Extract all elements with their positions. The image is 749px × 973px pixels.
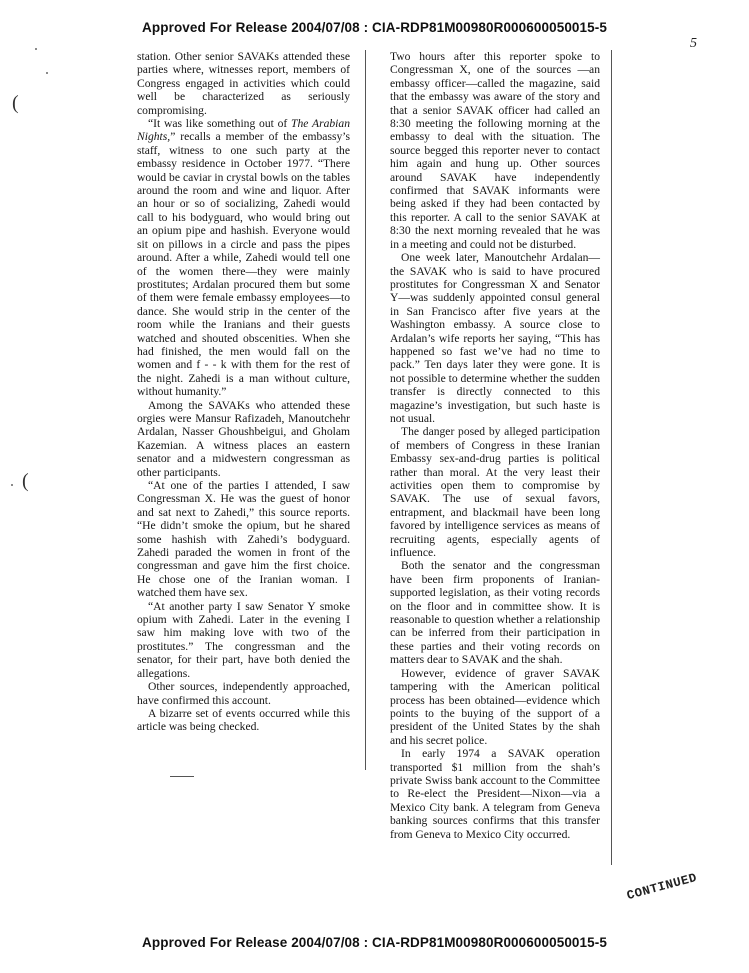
paragraph: station. Other senior SAVAKs attended these parties where, witnesses report, members of Congress engaged in activities which could well be characterized as seriously compromising. — [137, 50, 350, 117]
paragraph: A bizarre set of events occurred while this article was being checked. — [137, 706, 350, 734]
column-divider — [611, 50, 612, 865]
page-number-mark: 5 — [690, 36, 697, 51]
paragraph: Other sources, independently approached, have confirmed this account. — [137, 680, 350, 707]
binder-hole-mark: ( — [12, 92, 19, 114]
quote-body: ” recalls a member of the embassy’s staff, witness to one such party at the embassy residence in October 1977. “There would be caviar in crystal bowls on the tables around the room and wine and liquor. After an hour or so of socializing, Zahedi would call to his bodyguard, who would bring out an opium pipe and hashish. Everyone would sit on pillows in a circle and pass the pipes around. After a while, Zahedi would tell one of the women there—they were mainly prostitutes; Ardalan procured them but some of them were female embassy employees—to dance. She would strip in the center of the room while the Iranians and their guests watched and shouted obscenities. When she had finished, the men would fall on the women and f - - k with them for the rest of the night. Zahedi is a man without culture, without humanity.” — [137, 130, 350, 399]
scan-speck — [46, 72, 48, 74]
paragraph: “At another party I saw Senator Y smoke opium with Zahedi. Later in the evening I saw him making love with two of the prostitutes.” The congressman and the senator, for their part, have both denied the allegations. — [137, 599, 350, 680]
scan-speck — [35, 48, 37, 50]
paragraph: “At one of the parties I attended, I saw Congressman X. He was the guest of honor and sat next to Zahedi,” this source reports. “He didn’t smoke the opium, but he shared some hashish with Zahedi’s bodyguard. Zahedi paraded the women in front of the congressman and gave him the first choice. He chose one of the Iranian woman. I watched them have sex. — [137, 479, 350, 600]
article-column-left — [137, 50, 350, 734]
end-rule — [170, 776, 194, 777]
release-header: Approved For Release 2004/07/08 : CIA-RDP81M00980R000600050015-5 — [142, 20, 607, 35]
paragraph: One week later, Manoutchehr Ardalan—the SAVAK who is said to have procured prostitutes for Congressman X and Senator Y—was suddenly appointed consul general in San Francisco after five years at the Washington embassy. A source close to Ardalan’s wife reports her saying, “This has happened so fast we’ve had no time to pack.” Ten days later they were gone. It is not possible to determine whether the sudden transfer is directly connected to this magazine’s investigation, but such haste is not usual. — [390, 251, 600, 425]
paragraph: The danger posed by alleged participation of members of Congress in these Iranian Embassy sex-and-drug parties is political rather than moral. At the very least their activities open them to compromise by SAVAK. The use of sexual favors, entrapment, and blackmail have been long favored by intelligence services as means of recruiting agents, especially agents of influence. — [390, 425, 600, 560]
book-title: The Arabian Nights, — [137, 117, 350, 144]
article-column-right — [390, 50, 600, 841]
quote-open: “It was like something out of — [148, 117, 292, 131]
scan-speck — [11, 484, 13, 486]
binder-hole-mark: ( — [22, 470, 29, 492]
paragraph: In early 1974 a SAVAK operation transported $1 million from the shah’s private Swiss bank account to the Committee to Re-elect the President—Nixon—via a Mexico City bank. A telegram from Geneva banking sources confirms that this transfer from Geneva to Mexico City occurred. — [390, 747, 600, 841]
paragraph: Among the SAVAKs who attended these orgies were Mansur Rafizadeh, Manoutchehr Ardalan, Nasser Ghoushbeigui, and Gholam Kazemian. A witness places an eastern senator and a midwestern congressman as other participants. — [137, 398, 350, 479]
release-footer: Approved For Release 2004/07/08 : CIA-RDP81M00980R000600050015-5 — [142, 935, 607, 950]
paragraph — [137, 117, 350, 399]
paragraph: Both the senator and the congressman have been firm proponents of Iranian-supported legislation, as their voting records on the floor and in committee show. It is reasonable to question whether a relationship can be inferred from their participation in these parties and their voting records on matters dear to SAVAK and the shah. — [390, 559, 600, 667]
column-divider — [365, 50, 366, 770]
paragraph: However, evidence of graver SAVAK tampering with the American political process has been obtained—evidence which points to the buying of the support of a president of the United States by the shah and his secret police. — [390, 666, 600, 747]
continued-stamp: CONTINUED — [625, 870, 699, 904]
paragraph: Two hours after this reporter spoke to Congressman X, one of the sources —an embassy officer—called the magazine, said that the embassy was aware of the story and that a senior SAVAK officer had called an 8:30 meeting the following morning at the embassy to deal with the situation. The source begged this reporter never to contact him again and hung up. Other sources around SAVAK have independently confirmed that SAVAK informants were being asked if they had been contacted by this reporter. A call to the senior SAVAK at 8:30 the next morning revealed that he was in a meeting and could not be disturbed. — [390, 50, 600, 251]
